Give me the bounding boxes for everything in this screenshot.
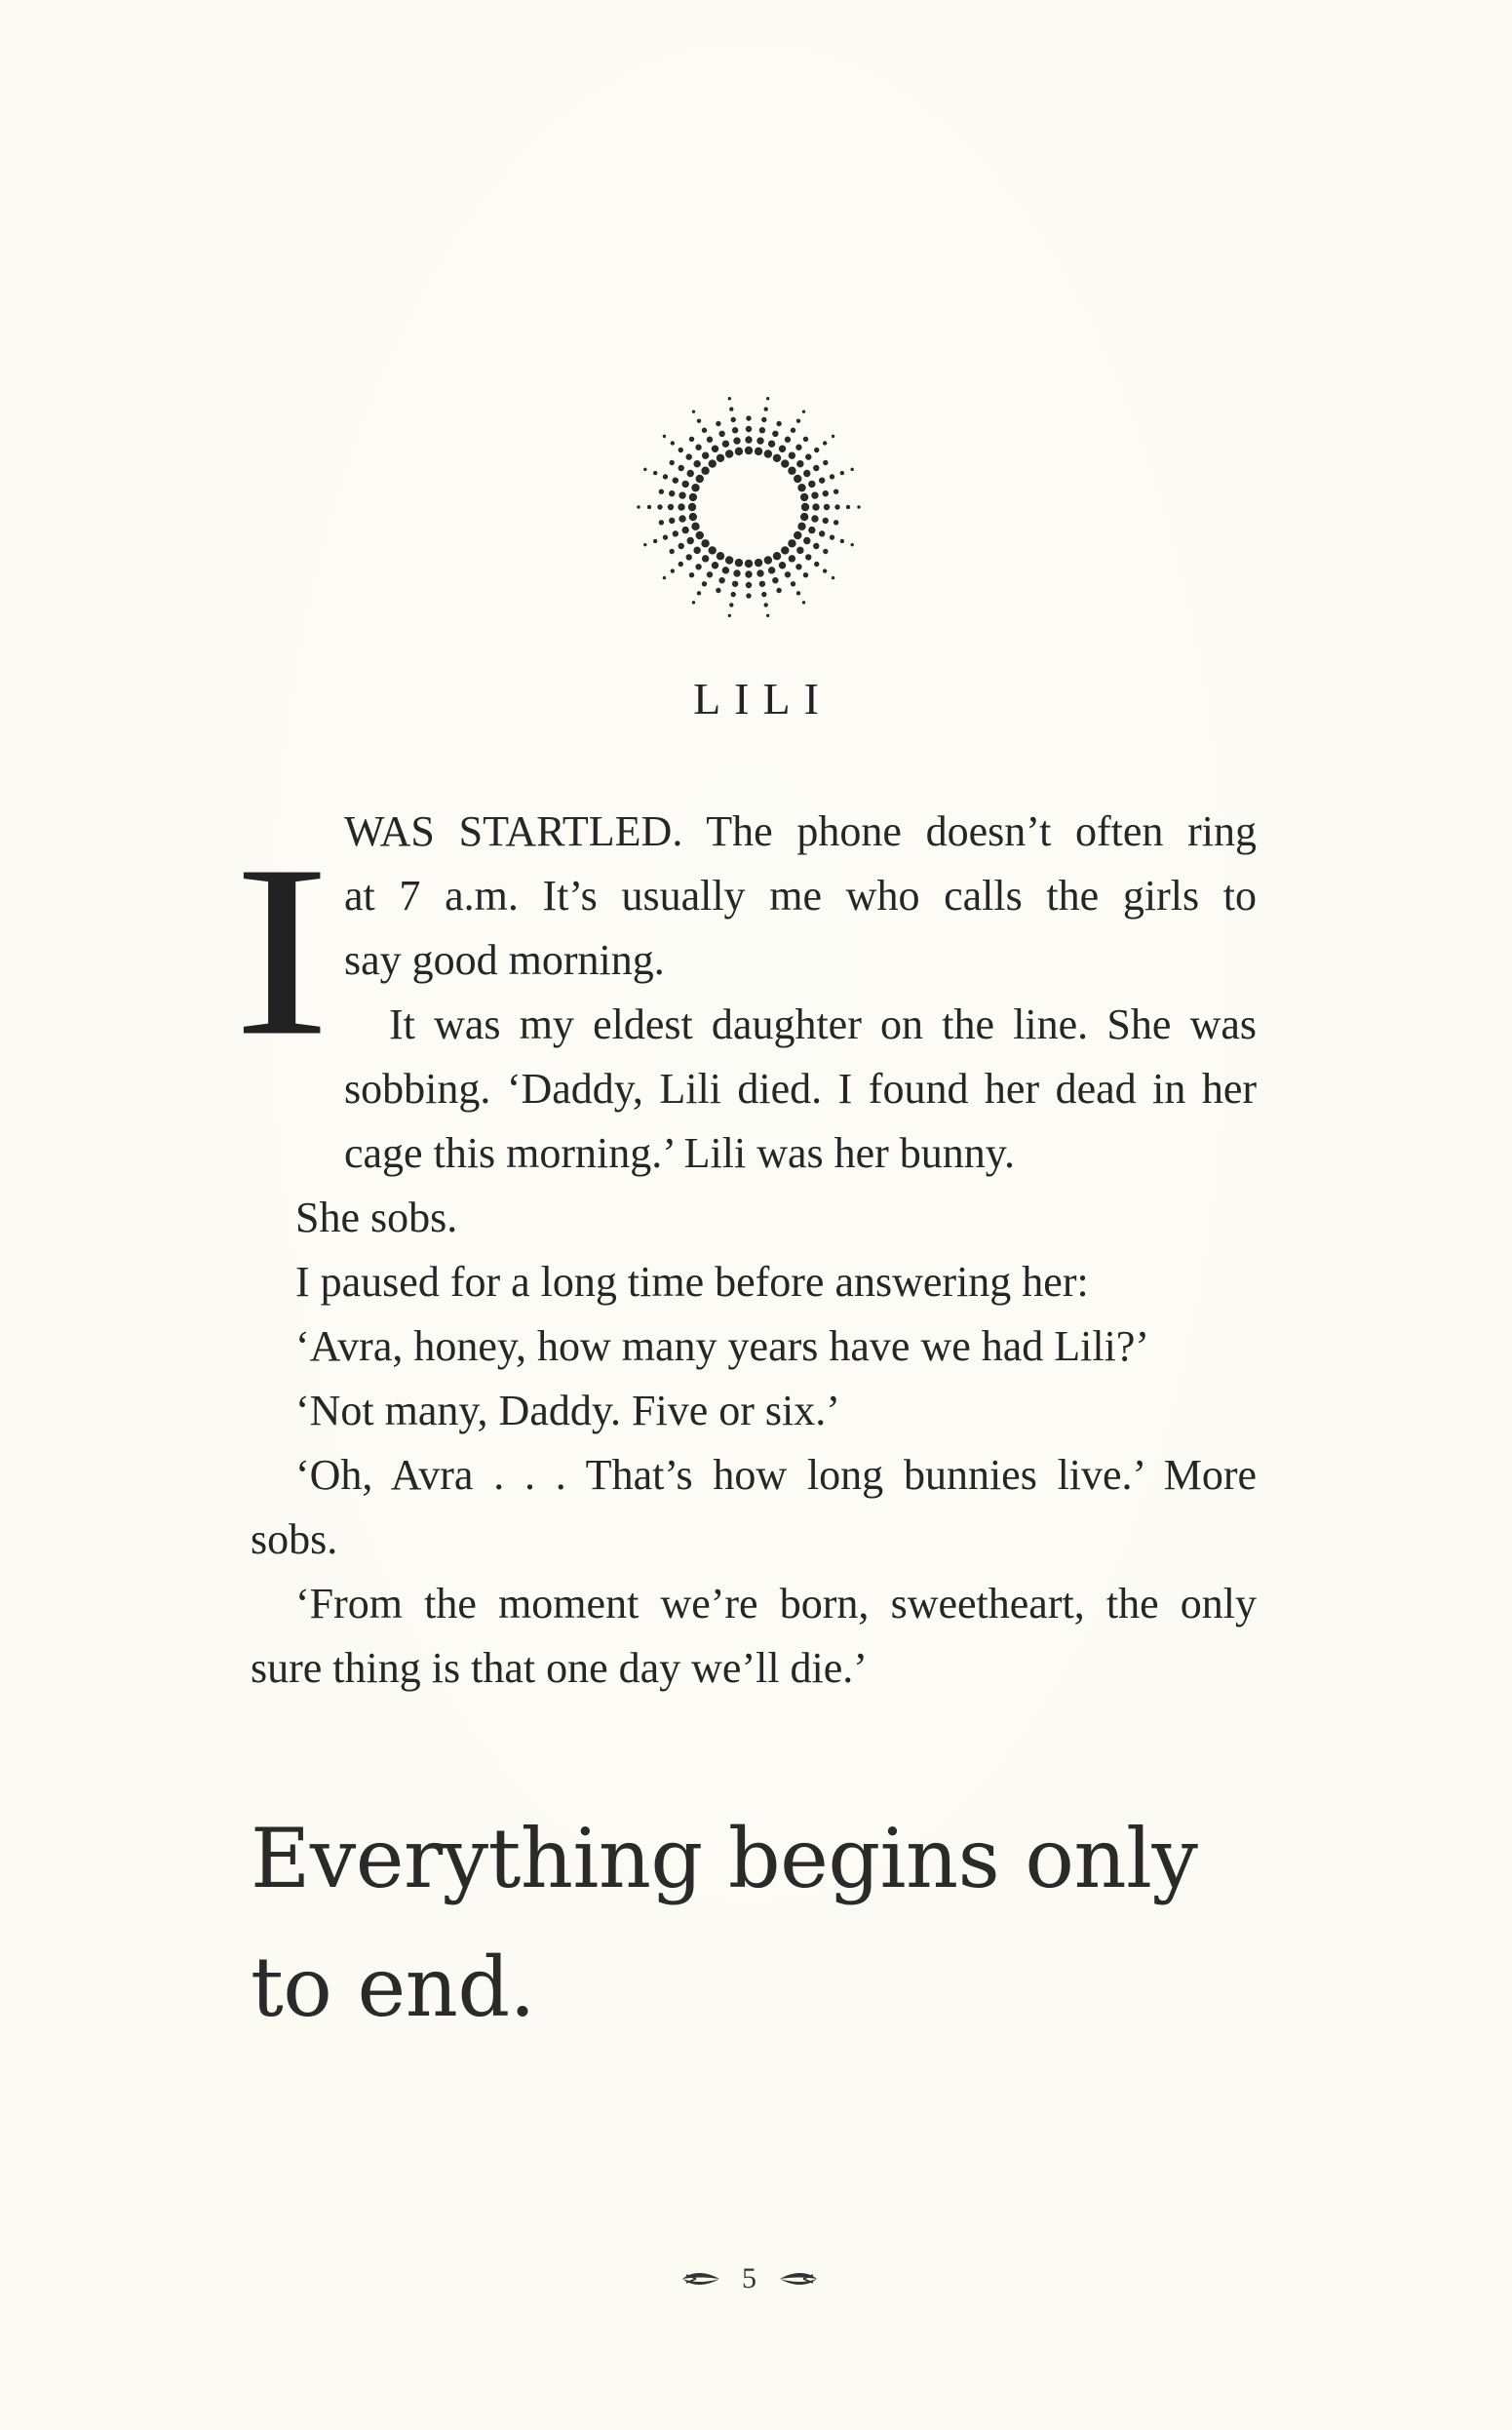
body-paragraph: ‘Avra, honey, how many years have we had Lili?’ bbox=[295, 1322, 1150, 1370]
leaf-ornament-icon bbox=[778, 2269, 819, 2289]
page-footer bbox=[0, 2260, 1498, 2295]
body-paragraph: ‘Oh, Avra . . . That’s how long bunnies live.’ More sobs. bbox=[251, 1451, 1257, 1563]
sunburst-icon bbox=[632, 390, 866, 624]
opening-line: WAS STARTLED. The phone doesn’t often ring bbox=[344, 807, 1257, 855]
body-text bbox=[251, 800, 1257, 1701]
body-paragraph: It was my eldest daughter on the line. She was sobbing. ‘Daddy, Lili died. I found her dead in her cage this morning.’ Lili was her bunny. bbox=[344, 1000, 1257, 1177]
page-number: 5 bbox=[742, 2262, 756, 2295]
body-paragraph: She sobs. bbox=[295, 1194, 458, 1241]
chapter-title: LILI bbox=[693, 674, 833, 724]
opening-line: say good morning. bbox=[344, 936, 665, 984]
body-paragraph: I paused for a long time before answering her: bbox=[295, 1258, 1089, 1306]
opening-line: at 7 a.m. It’s usually me who calls the girls to bbox=[344, 872, 1257, 920]
body-paragraph: ‘From the moment we’re born, sweetheart, the only sure thing is that one day we’ll die.’ bbox=[251, 1580, 1257, 1692]
svg-text:I: I bbox=[233, 813, 330, 1087]
body-paragraph: ‘Not many, Daddy. Five or six.’ bbox=[295, 1387, 840, 1434]
pull-quote: Everything begins only to end. bbox=[251, 1811, 1198, 2035]
leaf-ornament-icon bbox=[680, 2269, 721, 2289]
